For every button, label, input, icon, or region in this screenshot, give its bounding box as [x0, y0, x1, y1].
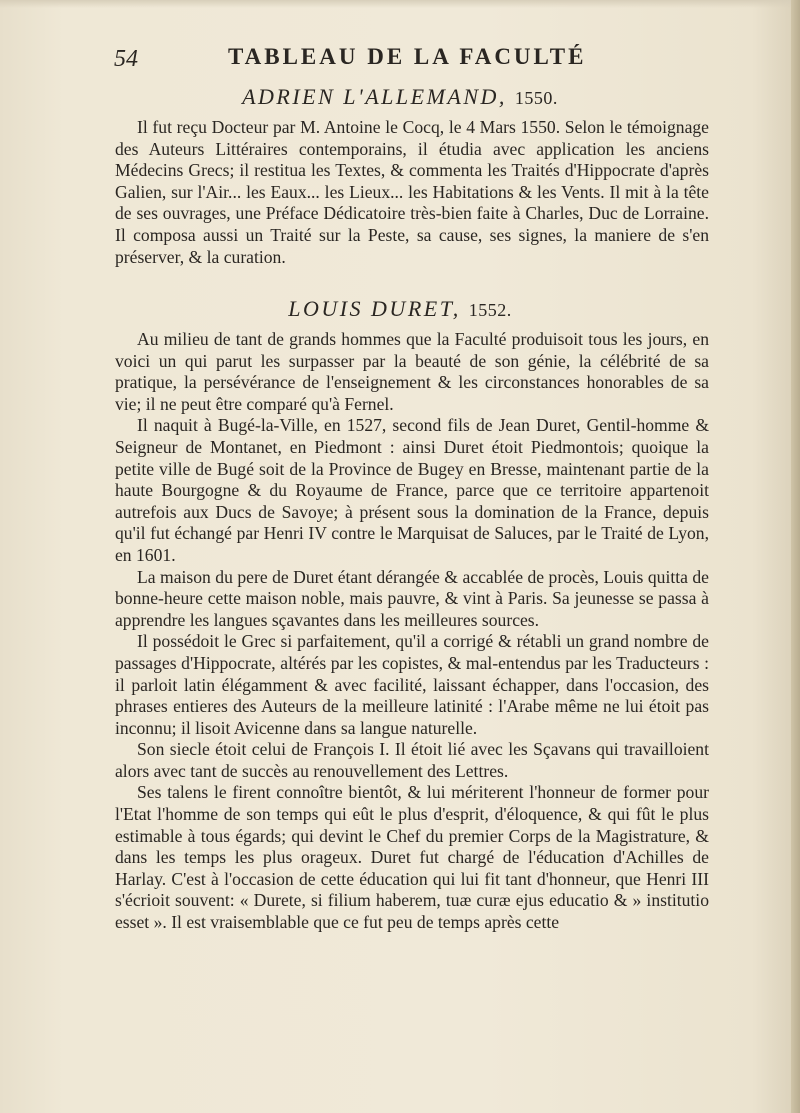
running-title: TABLEAU DE LA FACULTÉ [228, 44, 587, 69]
paragraph: Il naquit à Bugé-la-Ville, en 1527, second fils de Jean Duret, Gentil-homme & Seigneur de Montanet, en Piedmont : ainsi Duret étoit Piedmontois; quoique la petite ville de Bugé soit de la Province de Bugey en Bresse, maintenant partie de la haute Bourgogne & du Royaume de France, parce que ce territoire appartenoit autrefois aux Ducs de Savoye; à présent sous la domination de la France, depuis qu'il fut échangé par Henri IV contre le Marquisat de Saluces, par le Traité de Lyon, en 1601. [115, 415, 709, 565]
paragraph: Au milieu de tant de grands hommes que la Faculté produisoit tous les jours, en voici un qui parut les surpasser par la beauté de son génie, la célébrité de sa pratique, la persévérance de l'enseignement & les circonstances honorables de sa vie; il ne peut être comparé qu'à Fernel. [115, 329, 709, 414]
paragraph: Ses talens le firent connoître bientôt, & lui mériterent l'honneur de former pour l'Etat l'homme de son temps qui eût le plus d'esprit, d'éloquence, & qui fût le plus estimable à tous égards; qui devint le Chef du premier Corps de la Magistrature, & dans les temps les plus orageux. Duret fut chargé de l'éducation d'Achilles de Harlay. C'est à l'occasion de cette éducation qui lui fit tant d'honneur, que Henri III s'écrioit souvent: « Durete, si filium haberem, tuæ curæ ejus educatio & » institutio esset ». Il est vraisemblable que ce fut peu de temps après cette [115, 782, 709, 933]
paragraph: Il fut reçu Docteur par M. Antoine le Cocq, le 4 Mars 1550. Selon le témoignage des Auteurs Littéraires contemporains, il étudia avec application les anciens Médecins Grecs; il restitua les Textes, & commenta les Traités d'Hippocrate d'après Galien, sur l'Air... les Eaux... les Lieux... les Habitations & les Vents. Il mit à la tête de ses ouvrages, une Préface Dédicatoire très-bien faite à Charles, Duc de Lorraine. Il composa aussi un Traité sur la Peste, sa cause, ses signes, la maniere de s'en préserver, & la curation. [115, 117, 709, 267]
paragraph: La maison du pere de Duret étant dérangée & accablée de procès, Louis quitta de bonne-heure cette maison noble, mais pauvre, & vint à Paris. Sa jeunesse se passa à apprendre les langues sçavantes dans les meilleures sources. [115, 566, 709, 630]
entry-body [115, 117, 709, 268]
entry-name: ADRIEN L'ALLEMAND, [242, 84, 507, 109]
entry-heading [0, 296, 800, 322]
page-number: 54 [114, 46, 138, 72]
page-top-edge [0, 0, 800, 8]
entry-body [115, 329, 709, 934]
entry-name: LOUIS DURET, [288, 296, 461, 321]
entry-year: 1550. [514, 88, 558, 108]
entry-heading [0, 84, 800, 110]
entry-year: 1552. [468, 300, 512, 320]
paragraph: Il possédoit le Grec si parfaitement, qu'il a corrigé & rétabli un grand nombre de passages d'Hippocrate, altérés par les copistes, & mal-entendus par les Traducteurs : il parloit latin élégamment & avec facilité, laissant échapper, dans l'occasion, des phrases entieres des Auteurs de la meilleure latinité : l'Arabe même ne lui étoit pas inconnu; il lisoit Avicenne dans sa langue naturelle. [115, 631, 709, 738]
page-header [114, 44, 634, 78]
paragraph: Son siecle étoit celui de François I. Il étoit lié avec les Sçavans qui travailloient alors avec tant de succès au renouvellement des Lettres. [115, 739, 709, 781]
page-right-edge [791, 0, 800, 1113]
